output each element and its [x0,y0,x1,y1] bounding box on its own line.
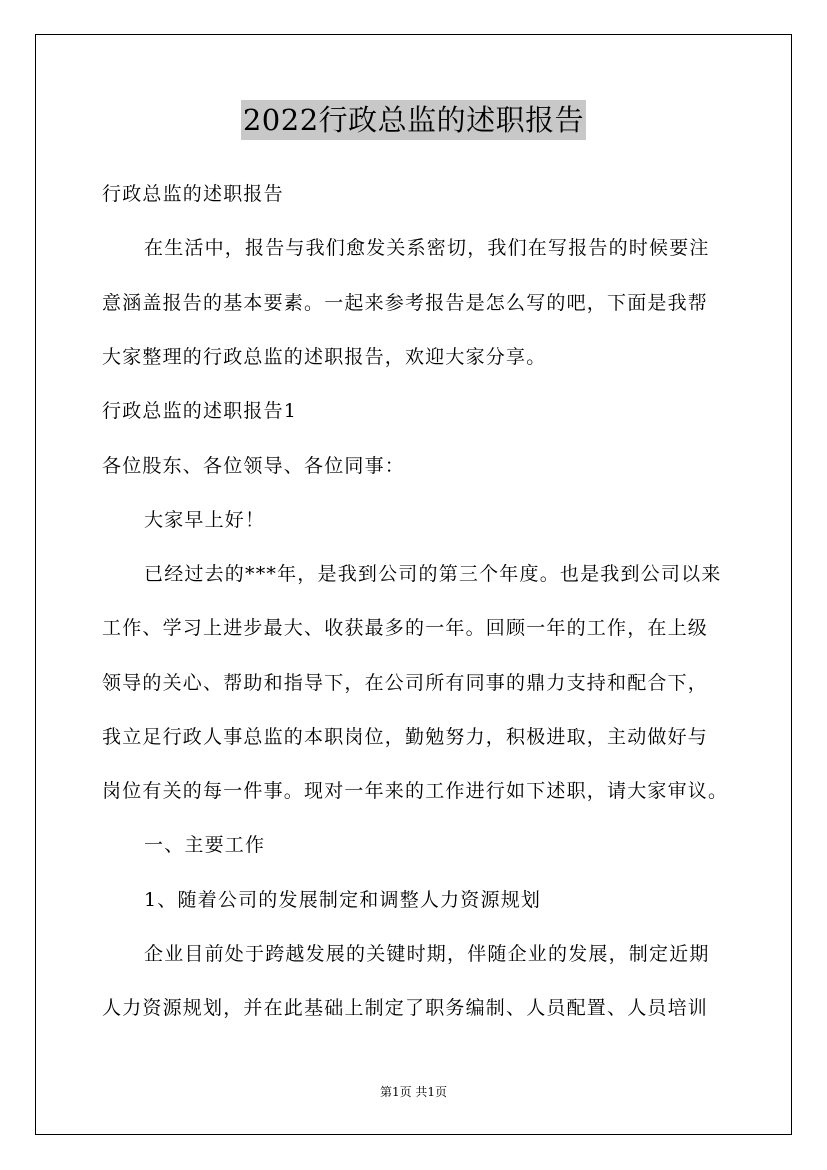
paragraph-line: 领导的关心、帮助和指导下，在公司所有同事的鼎力支持和配合下， [102,672,709,694]
subtitle-line: 行政总监的述职报告 [102,183,284,205]
paragraph-line: 企业目前处于跨越发展的关键时期，伴随企业的发展，制定近期 [144,943,710,965]
paragraph-line: 工作、学习上进步最大、收获最多的一年。回顾一年的工作，在上级 [102,617,709,639]
section-heading: 一、主要工作 [144,834,266,856]
paragraph-line: 在生活中，报告与我们愈发关系密切，我们在写报告的时候要注 [144,237,710,259]
subsection-heading: 1、随着公司的发展制定和调整人力资源规划 [144,889,542,911]
paragraph-line: 意涵盖报告的基本要素。一起来参考报告是怎么写的吧，下面是我帮 [102,292,709,314]
salutation-line: 各位股东、各位领导、各位同事： [102,455,406,477]
paragraph-line: 大家整理的行政总监的述职报告，欢迎大家分享。 [102,346,547,368]
greeting-line: 大家早上好！ [144,509,266,531]
section-heading: 行政总监的述职报告1 [102,400,298,422]
paragraph-line: 已经过去的***年，是我到公司的第三个年度。也是我到公司以来 [144,563,722,585]
paragraph-line: 人力资源规划，并在此基础上制定了职务编制、人员配置、人员培训 [102,997,709,1019]
paragraph-line: 我立足行政人事总监的本职岗位，勤勉努力，积极进取，主动做好与 [102,726,709,748]
title-container [0,100,827,140]
document-title: 2022行政总监的述职报告 [241,100,586,140]
page-footer: 第1页 共1页 [379,1085,448,1099]
paragraph-line: 岗位有关的每一件事。现对一年来的工作进行如下述职，请大家审议。 [102,780,729,802]
